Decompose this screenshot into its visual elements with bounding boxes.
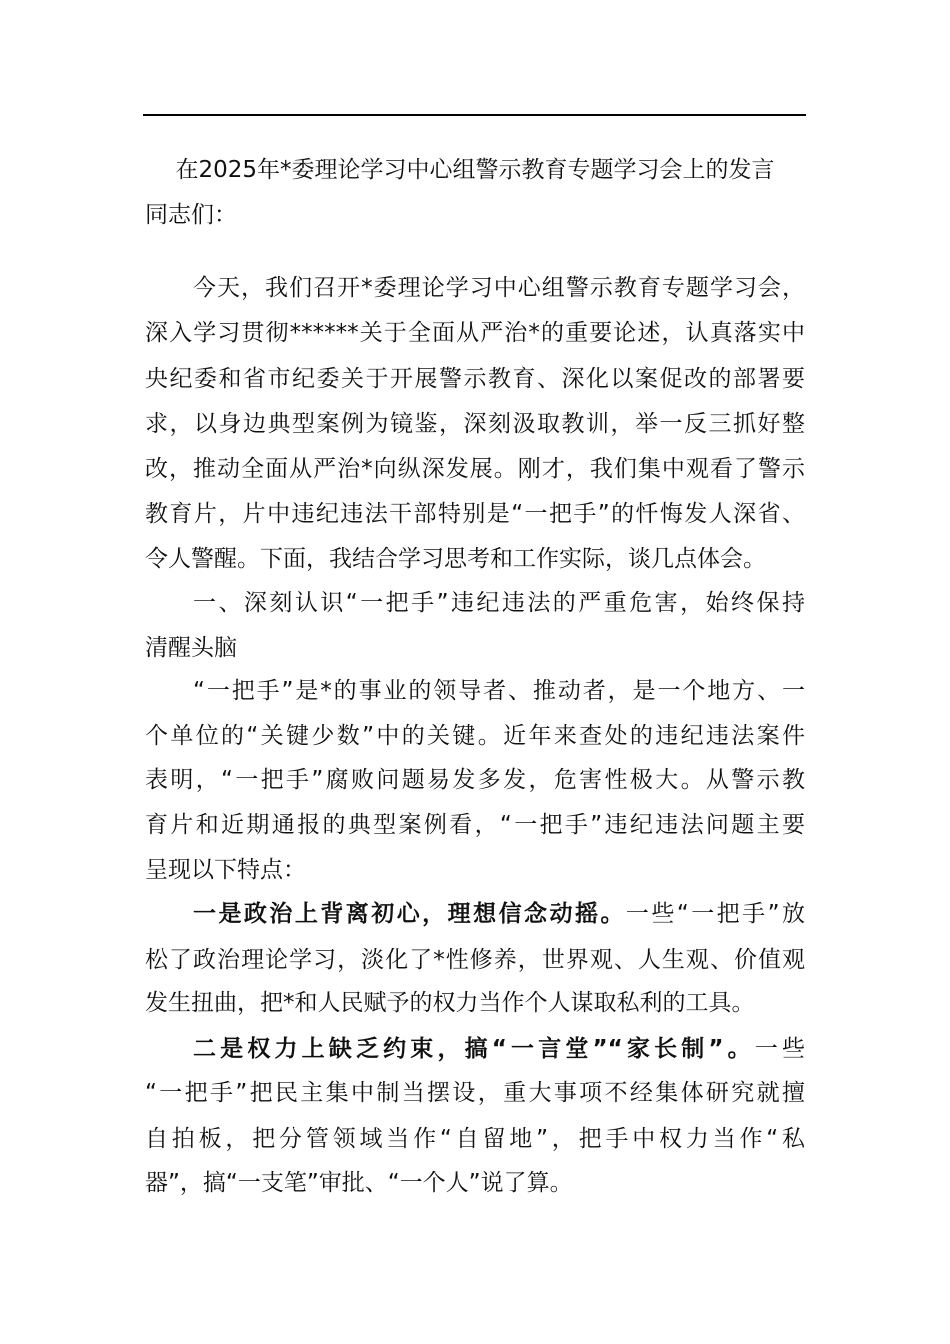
line-text: 一些 (754, 1036, 806, 1062)
line-text: “一把手”把民主集中制当摆设，重大事项不经集体研究就擅 (145, 1080, 805, 1106)
line-text: 自拍板，把分管领域当作“自留地”，把手中权力当作“私 (145, 1126, 805, 1152)
text-line (193, 674, 805, 708)
line-text: 改，推动全面从严治*向纵深发展。刚才，我们集中观看了警示 (145, 456, 805, 482)
text-line (145, 719, 805, 753)
line-text: 求，以身边典型案例为镜鉴，深刻汲取教训，举一反三抓好整 (145, 411, 805, 437)
text-line (193, 897, 805, 931)
text-line (145, 198, 805, 232)
text-line (145, 943, 805, 977)
line-text: 发生扭曲，把*和人民赋予的权力当作个人谋取私利的工具。 (145, 990, 755, 1016)
line-text: 深入学习贯彻******关于全面从严治*的重要论述，认真落实中 (145, 320, 805, 346)
bold-lead: 二是权力上缺乏约束，搞“一言堂”“家长制”。 (193, 1036, 755, 1062)
line-text: “一把手”是*的事业的领导者、推动者，是一个地方、一 (193, 678, 805, 704)
line-text: 一、深刻认识“一把手”违纪违法的严重危害，始终保持 (193, 590, 805, 616)
line-text: 个单位的“关键少数”中的关键。近年来查处的违纪违法案件 (145, 723, 805, 749)
text-line (145, 1122, 805, 1156)
text-line (145, 362, 805, 396)
line-text: 一些“一把手”放 (625, 901, 805, 927)
line-text: 央纪委和省市纪委关于开展警示教育、深化以案促改的部署要 (145, 366, 805, 392)
line-text: 令人警醒。下面，我结合学习思考和工作实际，谈几点体会。 (145, 546, 766, 572)
line-text: 器”，搞“一支笔”审批、“一个人”说了算。 (145, 1170, 573, 1196)
bold-lead: 一是政治上背离初心，理想信念动摇。 (193, 901, 626, 927)
text-line (145, 497, 805, 531)
text-line (193, 586, 805, 620)
line-text: 清醒头脑 (145, 635, 237, 661)
text-line (145, 808, 805, 842)
line-text: 同志们： (145, 202, 237, 228)
text-line (145, 542, 805, 576)
text-line (145, 853, 805, 887)
line-text: 表明，“一把手”腐败问题易发多发，危害性极大。从警示教 (145, 767, 805, 793)
header-rule (143, 114, 806, 116)
text-line (145, 631, 805, 665)
text-line (145, 1166, 805, 1200)
text-line (145, 407, 805, 441)
text-line (145, 763, 805, 797)
text-line (193, 1032, 805, 1066)
text-line (145, 452, 805, 486)
text-line (145, 986, 805, 1020)
line-text: 松了政治理论学习，淡化了*性修养，世界观、人生观、价值观 (145, 947, 805, 973)
text-line (193, 271, 805, 305)
text-line (145, 1076, 805, 1110)
line-text: 教育片，片中违纪违法干部特别是“一把手”的忏悔发人深省、 (145, 501, 805, 527)
document-title: 在2025年*委理论学习中心组警示教育专题学习会上的发言 (175, 157, 775, 183)
line-text: 呈现以下特点： (145, 857, 306, 883)
text-line (145, 316, 805, 350)
line-text: 今天，我们召开*委理论学习中心组警示教育专题学习会， (193, 275, 805, 301)
line-text: 育片和近期通报的典型案例看，“一把手”违纪违法问题主要 (145, 812, 805, 838)
